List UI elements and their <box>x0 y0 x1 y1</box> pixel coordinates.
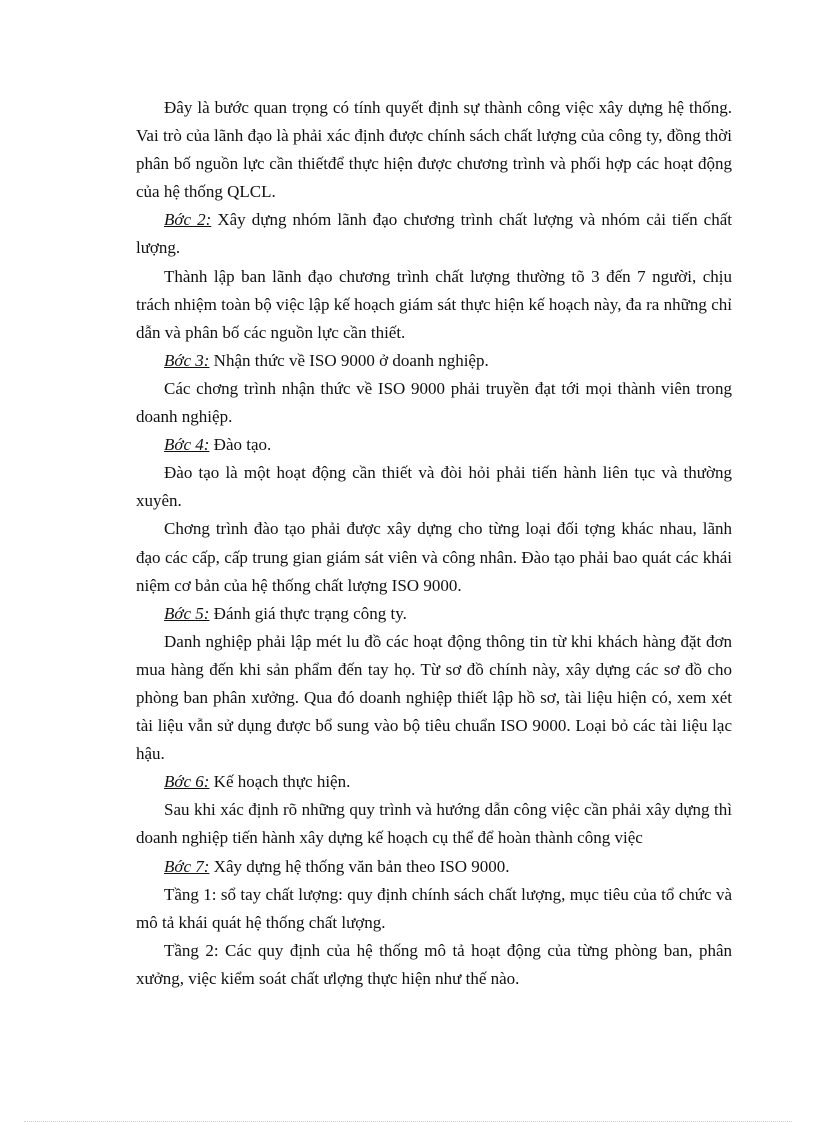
paragraph-text: Chơng trình đào tạo phải được xây dựng cho từng loại đối tợng khác nhau, lãnh đạo các cấp, cấp trung gian giám sát viên và công nhân. Đào tạo phải bao quát các khái niệm cơ bản của hệ thống chất lượng ISO 9000. <box>136 519 732 595</box>
paragraph-text: Các chơng trình nhận thức về ISO 9000 phải truyền đạt tới mọi thành viên trong doanh nghiệp. <box>136 378 732 427</box>
step-title: Xây dựng hệ thống văn bản theo ISO 9000. <box>209 856 510 876</box>
paragraph-text: Tầng 2: Các quy định của hệ thống mô tả hoạt động của từng phòng ban, phân xưởng, việc kiểm soát chất ưlợng thực hiện như thế nào. <box>136 940 732 988</box>
step-title: Đánh giá thực trạng công ty. <box>209 603 407 623</box>
paragraph-text: Tầng 1: sổ tay chất lượng: quy định chính sách chất lượng, mục tiêu của tổ chức và mô tả khái quát hệ thống chất lượng. <box>136 884 732 932</box>
step-label: Bớc 4: <box>164 435 210 455</box>
step-7-heading <box>136 853 732 881</box>
step-title: Kế hoạch thực hiện. <box>209 772 351 792</box>
document-body <box>136 94 732 993</box>
step-title: Xây dựng nhóm lãnh đạo chương trình chất lượng và nhóm cải tiến chất lượng. <box>136 210 732 258</box>
paragraph-training-1 <box>136 459 732 515</box>
step-title: Nhận thức về ISO 9000 ở doanh nghiệp. <box>209 350 489 370</box>
step-3-heading <box>136 347 732 375</box>
paragraph-tier-1 <box>136 881 732 937</box>
paragraph-text: Sau khi xác định rõ những quy trình và hướng dẫn công việc cần phải xây dựng thì doanh nghiệp tiến hành xây dựng kế hoạch cụ thể để hoàn thành công việc <box>136 800 732 848</box>
step-label: Bớc 7: <box>164 856 210 876</box>
paragraph-text: Thành lập ban lãnh đạo chương trình chất lượng thường tõ 3 đến 7 người, chịu trách nhiệm toàn bộ việc lập kế hoạch giám sát thực hiện kế hoạch này, đa ra những chỉ dẫn và phân bố các nguồn lực cần thiết. <box>136 266 732 342</box>
paragraph-leadership-team <box>136 263 732 347</box>
step-4-heading <box>136 431 732 459</box>
step-label: Bớc 5: <box>164 603 210 623</box>
step-6-heading <box>136 768 732 796</box>
step-5-heading <box>136 600 732 628</box>
paragraph-text: Đào tạo là một hoạt động cần thiết và đòi hỏi phải tiến hành liên tục và thường xuyên. <box>136 463 732 511</box>
step-2-heading <box>136 206 732 262</box>
paragraph-plan <box>136 796 732 852</box>
step-label: Bớc 3: <box>164 350 210 370</box>
paragraph-assessment <box>136 628 732 768</box>
paragraph-tier-2 <box>136 937 732 993</box>
paragraph-training-2 <box>136 515 732 599</box>
paragraph-awareness <box>136 375 732 431</box>
step-label: Bớc 6: <box>164 772 210 792</box>
page-bottom-divider <box>24 1121 792 1122</box>
paragraph-text: Đây là bước quan trọng có tính quyết định sự thành công việc xây dựng hệ thống. Vai trò của lãnh đạo là phải xác định được chính sách chất lượng của công ty, đồng thời phân bố nguồn lực cần thiếtđể thực hiện được chương trình và phối hợp các hoạt động của hệ thống QLCL. <box>136 98 732 202</box>
step-title: Đào tạo. <box>209 435 272 455</box>
step-label: Bớc 2: <box>164 210 212 230</box>
paragraph-text: Danh nghiệp phải lập mét lu đồ các hoạt động thông tin từ khi khách hàng đặt đơn mua hàng đến khi sản phẩm đến tay họ. Từ sơ đồ chính này, xây dựng các sơ đồ cho phòng ban phân xưởng. Qua đó doanh nghiệp thiết lập hồ sơ, tài liệu hiện có, xem xét tài liệu vẫn sử dụng được bổ sung vào bộ tiêu chuẩn ISO 9000. Loại bỏ các tài liệu lạc hậu. <box>136 631 732 764</box>
paragraph-intro <box>136 94 732 206</box>
